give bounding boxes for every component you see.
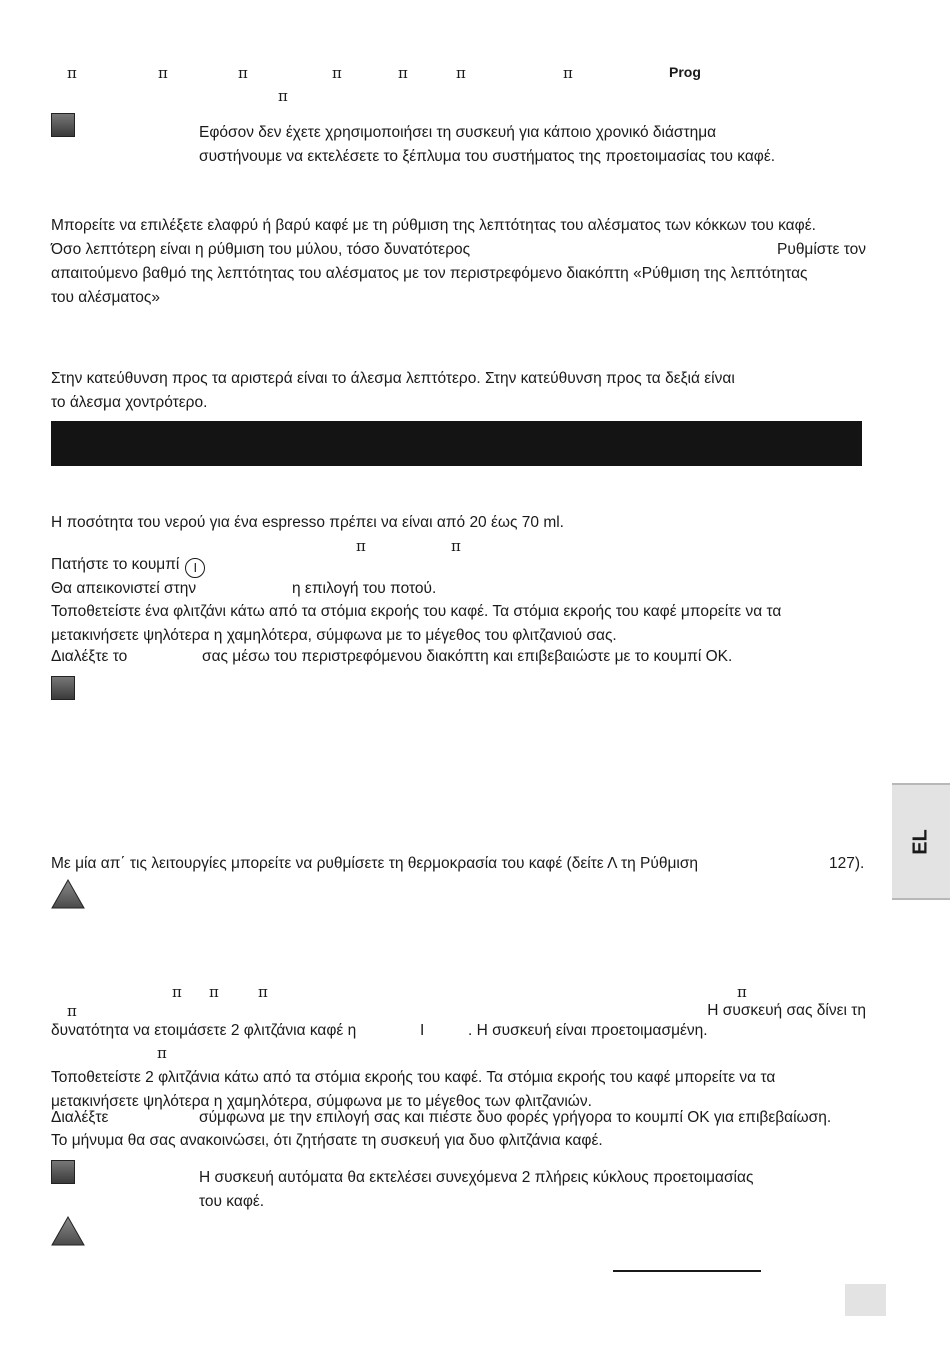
horizontal-rule [613,1270,761,1272]
pi-glyph: π [157,1044,167,1062]
two-cups-message: Το μήνυμα θα σας ανακοινώσει, ότι ζητήσατε τη συσκευή για δυο φλιτζάνια καφέ. [51,1132,603,1149]
two-cups-choose-a: Διαλέξτε [51,1109,109,1126]
pi-glyph: π [172,983,182,1001]
section-header-bar [51,421,862,466]
two-cups-ability-a: δυνατότητα να ετοιμάσετε 2 φλιτζάνια καφέ η [51,1022,357,1039]
note-square-icon [51,1160,75,1184]
pi-glyph: π [158,64,168,82]
place-cup-text: Τοποθετείστε ένα φλιτζάνι κάτω από τα στόμια εκροής του καφέ. Τα στόμια εκροής του καφέ μπορείτε να τα μετακινήσετε ψηλότερα η χαμηλότερα, σύμφωνα με το μέγεθος του φλιτζανιού σας. [51,603,782,644]
note-square-icon [51,676,75,700]
pi-glyph: π [356,537,366,555]
language-tab-label: EL [909,828,932,855]
pi-glyph: π [67,64,77,82]
two-cups-place-text: Τοποθετείστε 2 φλιτζάνια κάτω από τα στόμια εκροής του καφέ. Τα στόμια εκροής του καφέ μπορείτε να τα μετακινήσετε ψηλότερα η χαμηλότερα, σύμφωνα με το μέγεθος των φλιτζανιών. [51,1069,776,1110]
press-button-text: Πατήστε το κουμπί I [51,556,205,578]
display-text-b: η επιλογή του ποτού. [292,580,437,597]
pi-glyph: π [451,537,461,555]
two-cups-choose-b: σύμφωνα με την επιλογή σας και πιέστε δυο φορές γρήγορα το κουμπί OK για επιβεβαίωση. [199,1109,832,1126]
note-square-icon [51,113,75,137]
page-reference: 127). [829,855,865,872]
pi-glyph: π [258,983,268,1001]
page-number-box [845,1284,886,1316]
pi-glyph: π [456,64,466,82]
two-cups-ability-c: . Η συσκευή είναι προετοιμασμένη. [468,1022,708,1039]
language-tab [892,783,950,900]
pi-glyph: π [238,64,248,82]
pi-glyph: π [67,1002,77,1020]
pi-glyph: π [332,64,342,82]
pi-glyph: π [278,87,288,105]
grind-direction-paragraph: Στην κατεύθυνση προς τα αριστερά είναι το άλεσμα λεπτότερο. Στην κατεύθυνση προς τα δεξιά είναι το άλεσμα χοντρότερο. [51,370,735,411]
pi-glyph: π [563,64,573,82]
pi-glyph: π [737,983,747,1001]
grind-paragraph: Μπορείτε να επιλέξετε ελαφρύ ή βαρύ καφέ με τη ρύθμιση της λεπτότητας του αλέσματος των κόκκων του καφέ. Όσο λεπτότερη είναι η ρύθμιση του μύλου, τόσο δυνατότερος Ρυθμίστε τον απαιτούμενο βαθμό της λεπτότητας του αλέσματος με τον περιστρεφόμενο διακόπτη «Ρύθμιση της λεπτότητας του αλέσματος» [51,217,866,306]
prog-label: Prog [669,64,701,80]
power-button-icon: I [185,558,205,578]
two-cups-intro-right: Η συσκευή σας δίνει τη [707,1002,866,1019]
note-rinse-text: Εφόσον δεν έχετε χρησιμοποιήσει τη συσκευή για κάποιο χρονικό διάστημα συστήνουμε να εκτελέσετε το ξέπλυμα του συστήματος της προετοιμασίας του καφέ. [199,124,776,165]
espresso-water-text: Η ποσότητα του νερού για ένα espresso πρέπει να είναι από 20 έως 70 ml. [51,514,564,531]
choose-text-b: σας μέσω του περιστρεφόμενου διακόπτη και επιβεβαιώστε με το κουμπί OK. [202,648,733,665]
warning-triangle-icon [51,1216,85,1246]
choose-text-a: Διαλέξτε το [51,648,128,665]
temperature-text: Με μία απ΄ τις λειτουργίες μπορείτε να ρυθμίσετε τη θερμοκρασία του καφέ (δείτε Λ τη Ρύθμιση [51,855,699,872]
warning-triangle-icon [51,879,85,909]
display-text-a: Θα απεικονιστεί στην [51,580,197,597]
two-cups-ability-b: I [420,1022,425,1039]
note-auto-cycles-text: Η συσκευή αυτόματα θα εκτελέσει συνεχόμενα 2 πλήρεις κύκλους προετοιμασίας του καφέ. [199,1169,754,1210]
pi-glyph: π [398,64,408,82]
pi-glyph: π [209,983,219,1001]
